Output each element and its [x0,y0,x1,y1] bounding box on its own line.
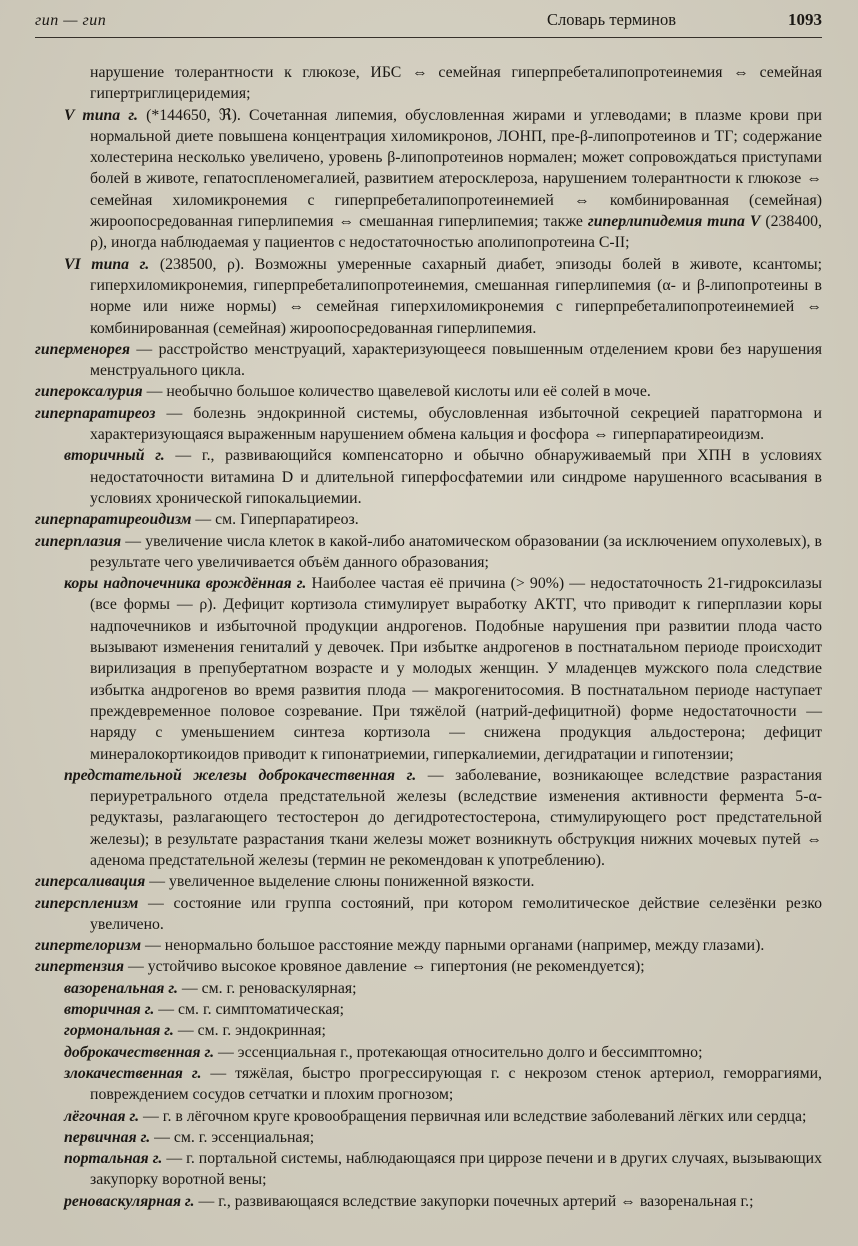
entry-text: — необычно большое количество щавелевой кислоты или её солей в моче. [142,383,651,401]
entry-headword: предстательной железы доброкачественная г. [64,766,417,784]
entry-headword: гормональная г. [64,1022,174,1040]
entry-headword: гипертензия [35,958,125,976]
entry-main [35,531,822,574]
entry-sub [64,105,822,254]
entry-text: — г., развивающаяся вследствие закупорки почечных артерий ⇔ вазоренальная г.; [194,1192,754,1210]
entry-text: — г. в лёгочном круге кровообращения первичная или вследствие заболеваний лёгких или сердца; [139,1107,807,1125]
entry-sub [64,254,822,339]
entry-main [35,935,822,956]
entry-text: — болезнь эндокринной системы, обусловленная избыточной секрецией паратгормона и характеризующаяся выраженным нарушением обмена кальция и фосфора ⇔ гиперпаратиреоидизм. [90,404,822,444]
page-number: 1093 [788,10,822,29]
entry-headword: лёгочная г. [64,1107,140,1125]
entry-headword: реноваскулярная г. [64,1192,195,1210]
entry-headword: гипертелоризм [35,937,142,955]
entry-text: — см. Гиперпаратиреоз. [191,511,359,529]
entry-text: — см. г. симптоматическая; [154,1001,345,1019]
entry-sub [64,765,823,871]
entry-headword: V типа г. [64,106,138,124]
entry-sub [64,1020,822,1041]
entry-sub [64,445,822,509]
running-header [35,10,822,38]
entry-text: — эссенциальная г., протекающая относительно долго и бессимптомно; [214,1043,703,1061]
entry-headword: доброкачественная г. [64,1043,215,1061]
entry-text: — увеличенное выделение слюны пониженной вязкости. [145,873,535,891]
entry-continuation [90,62,822,105]
entry-headword: гиперспленизм [35,894,139,912]
entry-text: — расстройство менструаций, характеризующееся повышенным отделением крови без нарушения менструального цикла. [90,340,822,380]
entry-headword: злокачественная г. [64,1064,202,1082]
entry-text: — ненормально большое расстояние между парными органами (например, между глазами). [141,937,765,955]
entry-main [35,381,822,402]
running-head-guide-words: гип — гип [35,12,107,29]
entry-headword: гиперменорея [35,340,131,358]
entry-headword: вазоренальная г. [64,979,178,997]
entry-text: — тяжёлая, быстро прогрессирующая г. с некрозом стенок артериол, геморрагиями, повреждением сосудов сетчатки и плохим прогнозом; [90,1064,822,1104]
entry-headword: VI типа г. [64,255,150,273]
entry-headword: гиперсаливация [35,873,146,891]
entry-text: Наиболее частая её причина (> 90%) — недостаточность 21-гидроксилазы (все формы — ρ). Дефицит кортизола стимулирует выработку АКТГ, что приводит к гиперплазии коры надпочечников и избыточной продукции андрогенов. Подобные нарушения при развитии плода часто вызывают изменения гениталий у девочек. При избытке андрогенов в постнатальном периоде происходит вирилизация в препубертатном возрасте и у молодых женщин. У младенцев мужского пола следствие избытка андрогенов во время развития плода — макрогенитосомия. В постнатальном периоде наступает преждевременное половое созревание. При тяжёлой (натрий-дефицитной) форме недостаточности — наряду с уменьшением синтеза кортизола — снижена продукция альдостерона; дефицит минералокортикоидов приводит к гипонатриемии, гиперкалиемии, дегидратации и гипотензии; [90,575,822,763]
entry-headword: первичная г. [64,1128,151,1146]
entry-sub [64,978,822,999]
entry-headword: гиперпаратиреоз [35,404,156,422]
entry-headword: коры надпочечника врождённая г. [64,575,307,593]
entry-text: — г. портальной системы, наблюдающаяся при циррозе печени и в других случаях, вызывающих закупорку воротной вены; [90,1150,823,1189]
entry-headword: гипероксалурия [35,383,143,401]
entry-text: (238500, ρ). Возможны умеренные сахарный диабет, эпизоды болей в животе, ксантомы; гиперхиломикронемия, гиперпребеталипопротеинемия, смешанная гиперлипемия (α- и β-липопротеины в норме или ниже нормы) ⇔ семейная гиперхиломикронемия с гиперпребеталипопротеинемией ⇔ комбинированная (семейная) жироопосредованная гиперлипемия. [90,255,822,337]
entry-text: (238400, ρ), иногда наблюдаемая у пациентов с недостаточностью аполипопротеина C-II; [90,213,822,252]
entry-main [35,893,822,936]
entry-sub [64,1127,822,1148]
entry-sub [64,1042,822,1063]
entry-sub [64,573,822,765]
entry-text: — г., развивающийся компенсаторно и обычно обнаруживаемый при ХПН в условиях недостаточности витамина D и длительной гиперфосфатемии или синдроме нарушенного всасывания в условиях хронической гипокальциемии. [90,447,822,507]
entry-sub [64,1106,822,1127]
running-head-title: Словарь терминов [547,10,676,29]
entry-text: (*144650, ℜ). Сочетанная липемия, обусловленная жирами и углеводами; в плазме крови при нормальной диете повышена концентрация хиломикронов, ЛОНП, пре-β-липопротеинов и ТГ; содержание холестерина несколько увеличено, уровень β-липопротеинов нормален; может сопровождаться приступами болей в животе, гепатоспленомегалией, развитием атеросклероза, нарушением толерантности к глюкозе ⇔ семейная хиломикронемия с гиперпребеталипопротеинемией ⇔ комбинированная (семейная) жироопосредованная гиперлипемия ⇔ смешанная гиперлипемия; также [90,106,822,231]
entry-sub [64,1148,823,1191]
entry-sub [64,1191,822,1212]
entry-main [35,509,822,530]
entry-main [35,403,822,446]
entry-headword: портальная г. [64,1150,163,1168]
entry-text: — см. г. эндокринная; [173,1022,326,1040]
entry-sub [64,1063,822,1106]
entry-text: — увеличение числа клеток в какой-либо анатомическом образовании (за исключением опухолевых), в результате чего увеличивается объём данного образования; [90,532,822,571]
entry-text: — см. г. эссенциальная; [150,1128,315,1146]
entry-main [35,339,822,382]
entry-inline-term: гиперлипидемия типа V [587,213,761,231]
entry-headword: гиперпаратиреоидизм [35,511,192,529]
entry-headword: гиперплазия [35,532,122,550]
entry-text: — состояние или группа состояний, при котором гемолитическое действие селезёнки резко увеличено. [90,894,822,933]
entry-main [35,956,822,977]
entry-text: — заболевание, возникающее вследствие разрастания периуретрального отдела предстательной железы (вследствие изменения активности фермента 5-α-редуктазы, разлагающего тестостерон до дегидротестостерона, стимулирующего рост предстательной железы); в результате разрастания ткани железы может возникнуть обструкция нижних мочевых путей ⇔ аденома предстательной железы (термин не рекомендован к употреблению). [90,766,823,869]
entry-headword: вторичный г. [64,447,165,465]
dictionary-content [35,62,822,1212]
entry-sub [64,999,822,1020]
entry-main [35,871,822,892]
entry-text: — см. г. реноваскулярная; [177,979,357,997]
entry-text: — устойчиво высокое кровяное давление ⇔ гипертония (не рекомендуется); [124,958,645,976]
entry-text: нарушение толерантности к глюкозе, ИБС ⇔ семейная гиперпребеталипопротеинемия ⇔ семейная гипертриглицеридемия; [90,64,822,103]
entry-headword: вторичная г. [64,1001,155,1019]
